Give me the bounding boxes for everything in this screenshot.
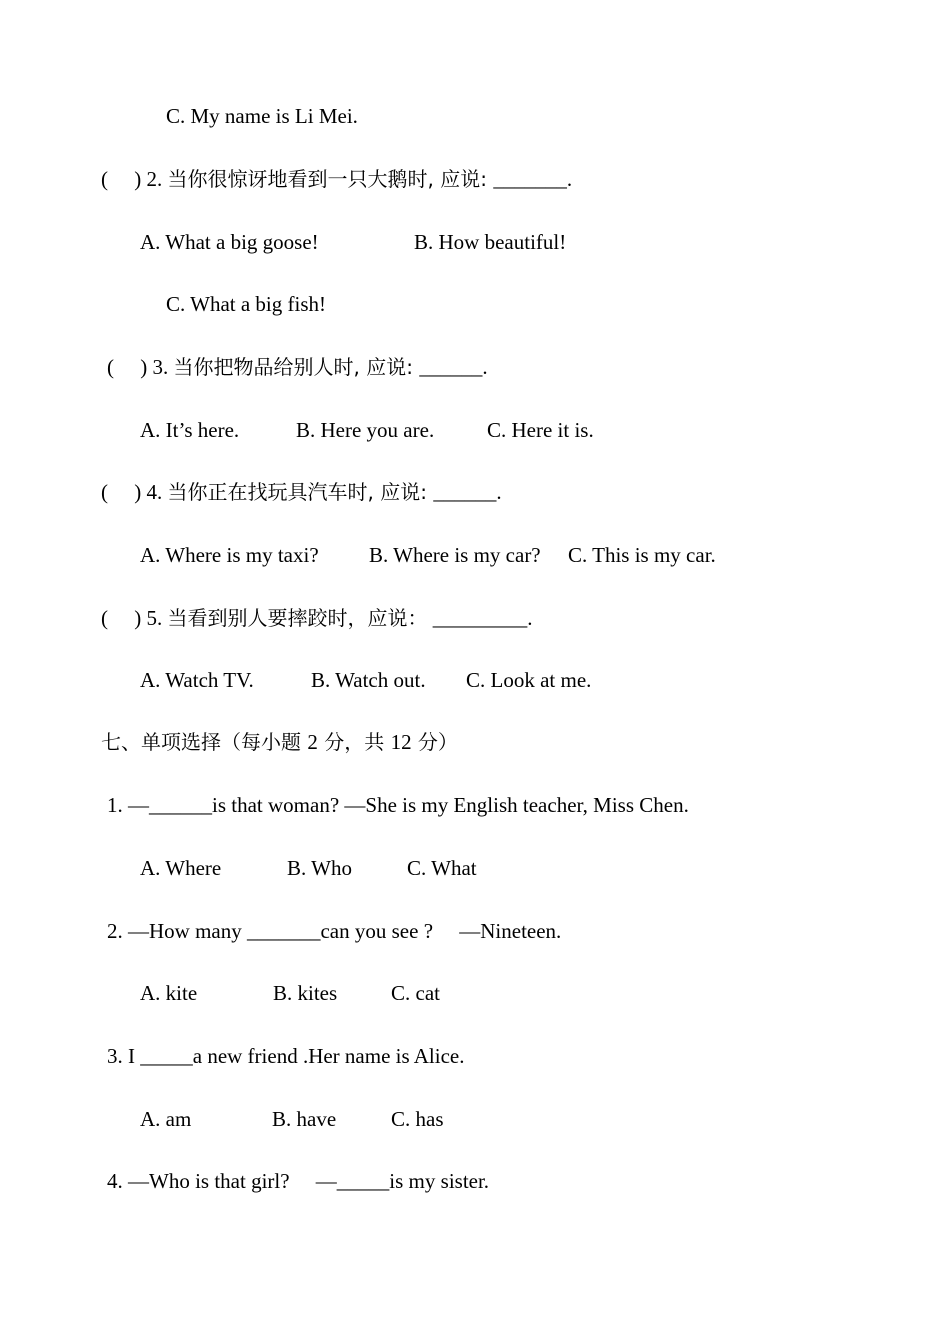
s7-q2-option-a: A. kite (140, 981, 198, 1005)
question-prompt: 当看到别人要摔跤时，应说： (167, 606, 428, 630)
q2-option-c: C. What a big fish! (166, 292, 327, 316)
situational-question-5 (101, 605, 533, 631)
s7-q1-option-a: A. Where (140, 856, 222, 880)
s7-q1-option-c: C. What (407, 856, 477, 880)
s7-q3-option-a: A. am (140, 1107, 192, 1131)
situational-question-4 (101, 479, 502, 505)
heading-part: 分，共 (317, 730, 391, 754)
q2-option-a: A. What a big goose! (140, 230, 319, 254)
q5-option-a: A. Watch TV. (140, 668, 254, 692)
section-heading (101, 729, 458, 755)
q4-option-a: A. Where is my taxi? (140, 543, 319, 567)
answer-blank: _________. (427, 606, 533, 630)
situational-question-3 (107, 354, 488, 380)
q3-option-b: B. Here you are. (296, 418, 435, 442)
q1-option-c: C. My name is Li Mei. (166, 104, 358, 128)
q3-option-a: A. It’s here. (140, 418, 240, 442)
choice-question-3: 3. I _____a new friend .Her name is Alice. (107, 1044, 465, 1068)
s7-q2-option-b: B. kites (273, 981, 338, 1005)
q3-option-c: C. Here it is. (487, 418, 594, 442)
situational-question-2 (101, 166, 572, 192)
choice-question-1: 1. —______is that woman? —She is my English teacher, Miss Chen. (107, 793, 689, 817)
s7-q3-option-b: B. have (272, 1107, 337, 1131)
q4-option-c: C. This is my car. (568, 543, 716, 567)
heading-number: 12 (390, 730, 412, 754)
question-prompt: 当你很惊讶地看到一只大鹅时, 应说: (167, 167, 494, 191)
question-number: ( ) 5. (101, 606, 168, 630)
q4-option-b: B. Where is my car? (369, 543, 541, 567)
s7-q3-option-c: C. has (391, 1107, 444, 1131)
heading-part: 七、单项选择（每小题 (101, 730, 308, 754)
question-number: ( ) 4. (101, 480, 168, 504)
q2-option-b: B. How beautiful! (414, 230, 567, 254)
question-number: ( ) 2. (101, 167, 168, 191)
s7-q2-option-c: C. cat (391, 981, 440, 1005)
q5-option-c: C. Look at me. (466, 668, 592, 692)
question-prompt: 当你正在找玩具汽车时, 应说: (167, 480, 434, 504)
answer-blank: _______. (493, 167, 573, 191)
question-prompt: 当你把物品给别人时, 应说: (173, 355, 420, 379)
question-number: ( ) 3. (107, 355, 174, 379)
heading-number: 2 (307, 730, 318, 754)
choice-question-2: 2. —How many _______can you see ? —Nineteen. (107, 919, 562, 943)
answer-blank: ______. (433, 480, 502, 504)
heading-part: 分） (411, 730, 458, 754)
answer-blank: ______. (419, 355, 488, 379)
choice-question-4: 4. —Who is that girl? —_____is my sister. (107, 1169, 490, 1193)
s7-q1-option-b: B. Who (287, 856, 352, 880)
q5-option-b: B. Watch out. (311, 668, 426, 692)
